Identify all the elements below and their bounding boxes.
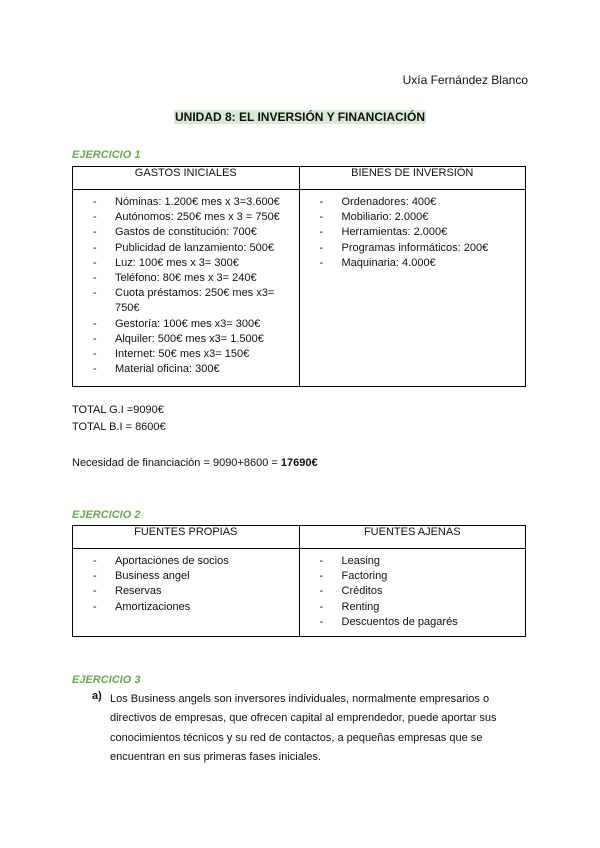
list-item: - Autónomos: 250€ mes x 3 = 750€ xyxy=(79,210,293,225)
exercise2-table xyxy=(72,525,526,637)
exercise3-marker: a) xyxy=(92,690,102,702)
total-gi: TOTAL G.I =9090€ xyxy=(72,404,164,416)
list-item: - Gastos de constitución: 700€ xyxy=(79,225,293,240)
list-item: - Amortizaciones xyxy=(79,600,293,615)
exercise2-col2-list xyxy=(306,554,520,630)
exercise2-col2-header: FUENTES AJENAS xyxy=(299,526,526,549)
list-item: - Créditos xyxy=(306,584,520,599)
list-item: - Ordenadores: 400€ xyxy=(306,195,520,210)
exercise3-heading: EJERCICIO 3 xyxy=(72,674,141,686)
list-item: - Alquiler: 500€ mes x3= 1.500€ xyxy=(79,332,293,347)
list-item: - Aportaciones de socios xyxy=(79,554,293,569)
list-item: - Cuota préstamos: 250€ mes x3= 750€ xyxy=(79,286,293,316)
exercise2-heading: EJERCICIO 2 xyxy=(72,509,141,521)
financing-need-value: 17690€ xyxy=(280,457,318,469)
exercise3-text: Los Business angels son inversores individuales, normalmente empresarios o directivos de empresas, que ofrecen capital al emprendedor, puede aportar sus conocimientos técnicos y su red de contactos, a pequeñas empresas que se encuentran en sus primeras fases iniciales. xyxy=(110,693,497,763)
list-item: - Reservas xyxy=(79,584,293,599)
list-item: - Renting xyxy=(306,600,520,615)
financing-need xyxy=(72,457,318,469)
list-item: - Factoring xyxy=(306,569,520,584)
list-item: - Nóminas: 1.200€ mes x 3=3.600€ xyxy=(79,195,293,210)
exercise1-col2-header: BIENES DE INVERSIÓN xyxy=(299,167,526,190)
exercise1-col2-list xyxy=(306,195,520,271)
list-item: - Descuentos de pagarés xyxy=(306,615,520,630)
exercise1-table xyxy=(72,166,526,387)
list-item: - Herramientas: 2.000€ xyxy=(306,225,520,240)
list-item: - Publicidad de lanzamiento: 500€ xyxy=(79,241,293,256)
list-item: - Maquinaria: 4.000€ xyxy=(306,256,520,271)
list-item: - Gestoría: 100€ mes x3= 300€ xyxy=(79,317,293,332)
list-item: - Luz: 100€ mes x 3= 300€ xyxy=(79,256,293,271)
list-item: - Internet: 50€ mes x3= 150€ xyxy=(79,347,293,362)
author-name: Uxía Fernández Blanco xyxy=(402,73,528,87)
list-item: - Teléfono: 80€ mes x 3= 240€ xyxy=(79,271,293,286)
exercise1-heading: EJERCICIO 1 xyxy=(72,149,141,161)
list-item: - Mobiliario: 2.000€ xyxy=(306,210,520,225)
list-item: - Material oficina: 300€ xyxy=(79,362,293,377)
exercise1-col1-list xyxy=(79,195,293,377)
exercise2-col1-list xyxy=(79,554,293,615)
financing-need-label: Necesidad de financiación = 9090+8600 = xyxy=(72,457,281,469)
exercise1-col1-header: GASTOS INICIALES xyxy=(73,167,300,190)
list-item: - Business angel xyxy=(79,569,293,584)
total-bi: TOTAL B.I = 8600€ xyxy=(72,421,166,433)
page-title xyxy=(0,110,600,124)
list-item: - Programas informáticos: 200€ xyxy=(306,241,520,256)
page-title-text: UNIDAD 8: EL INVERSIÓN Y FINANCIACIÓN xyxy=(174,110,426,124)
list-item: - Leasing xyxy=(306,554,520,569)
exercise2-col1-header: FUENTES PROPIAS xyxy=(73,526,300,549)
